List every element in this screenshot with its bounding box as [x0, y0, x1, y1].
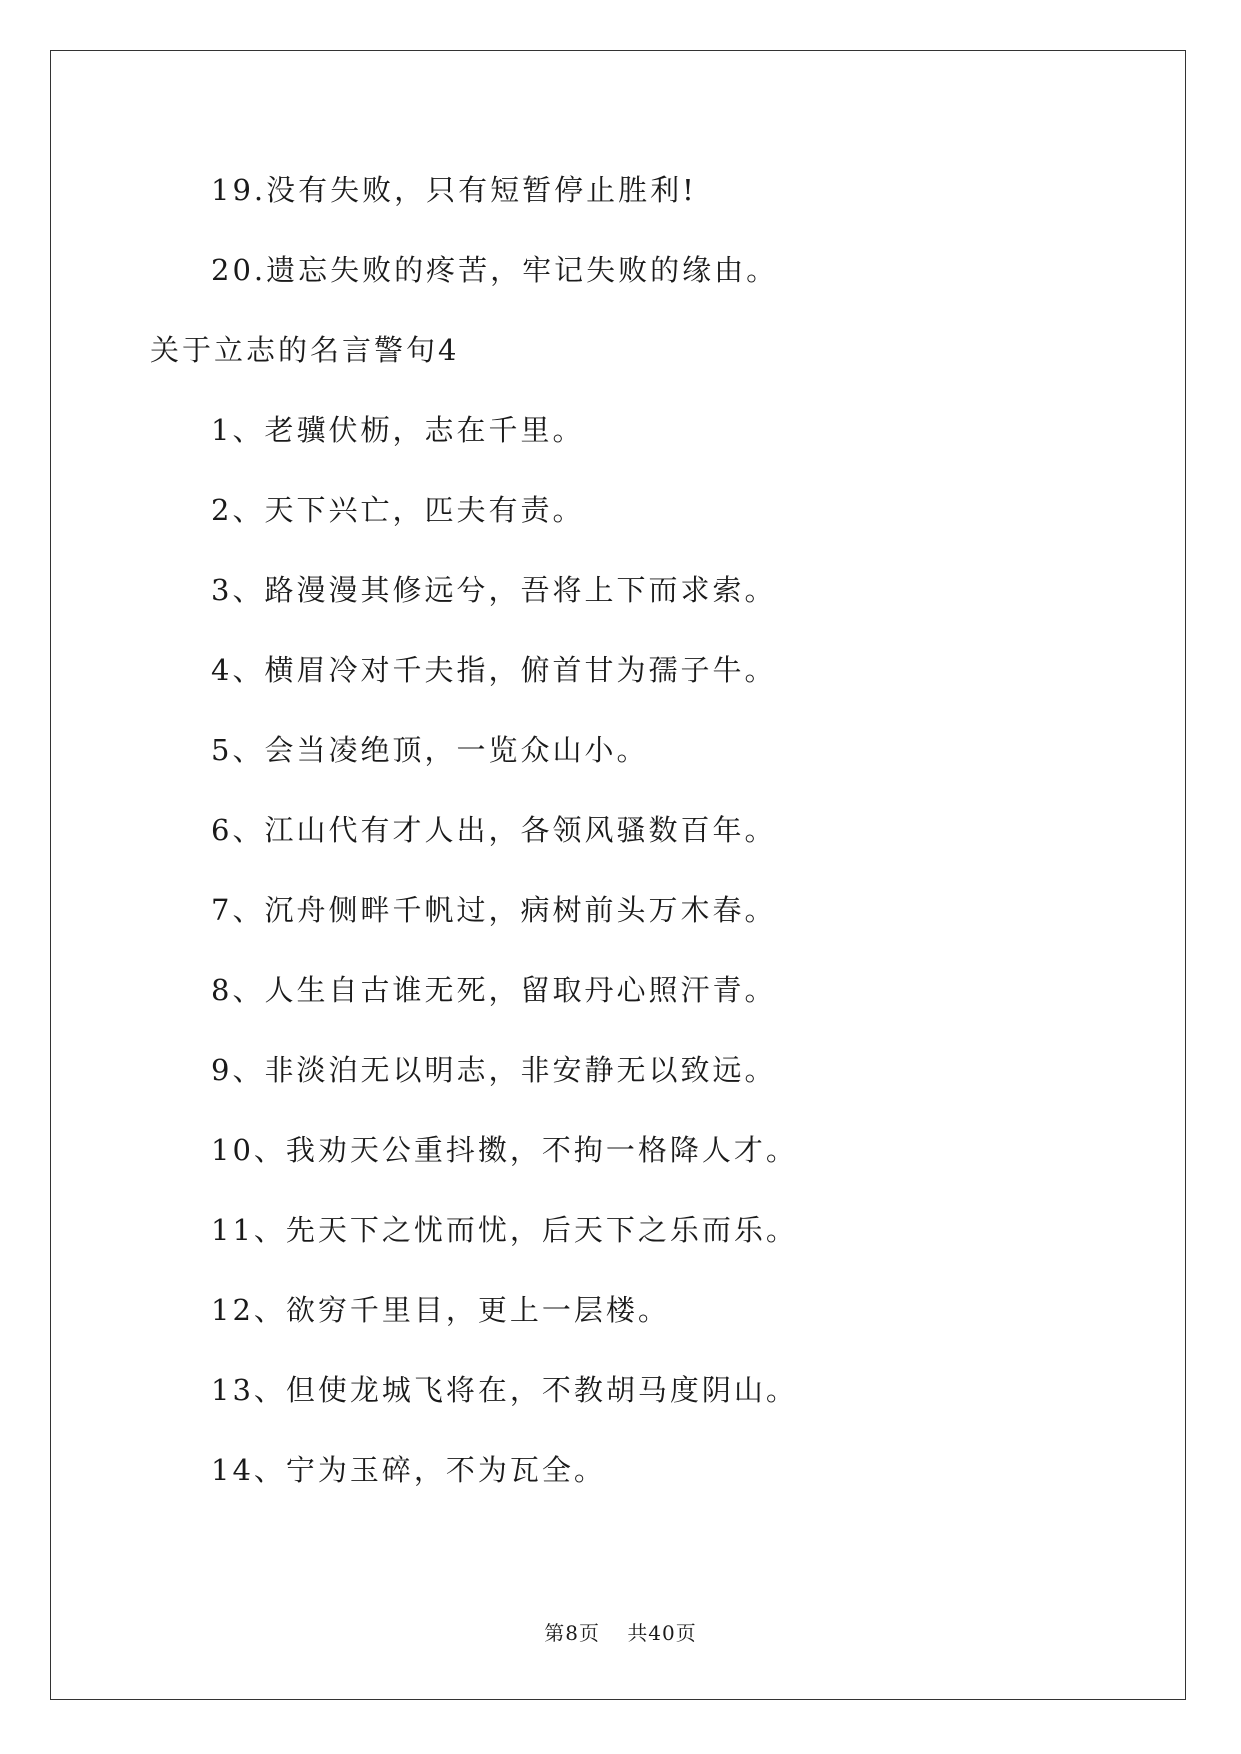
quote-line-20: 20.遗忘失败的疼苦，牢记失败的缘由。 — [211, 253, 779, 287]
section-heading: 关于立志的名言警句4 — [150, 333, 460, 367]
list-item: 11、先天下之忧而忧，后天下之乐而乐。 — [211, 1213, 798, 1247]
list-item: 2、天下兴亡，匹夫有责。 — [211, 493, 585, 527]
list-item: 9、非淡泊无以明志，非安静无以致远。 — [211, 1053, 777, 1087]
current-page-number: 第8页 — [544, 1621, 600, 1645]
list-item: 13、但使龙城飞将在，不教胡马度阴山。 — [211, 1373, 798, 1407]
quote-line-19: 19.没有失败，只有短暂停止胜利! — [211, 173, 697, 207]
list-item: 4、横眉冷对千夫指，俯首甘为孺子牛。 — [211, 653, 777, 687]
list-item: 14、宁为玉碎，不为瓦全。 — [211, 1453, 606, 1487]
total-pages: 共40页 — [627, 1621, 697, 1645]
list-item: 10、我劝天公重抖擞，不拘一格降人才。 — [211, 1133, 798, 1167]
page-footer — [0, 1620, 1241, 1646]
list-item: 6、江山代有才人出，各领风骚数百年。 — [211, 813, 777, 847]
list-item: 3、路漫漫其修远兮，吾将上下而求索。 — [211, 573, 777, 607]
list-item: 12、欲穷千里目，更上一层楼。 — [211, 1293, 670, 1327]
list-item: 1、老骥伏枥，志在千里。 — [211, 413, 585, 447]
list-item: 7、沉舟侧畔千帆过，病树前头万木春。 — [211, 893, 777, 927]
list-item: 5、会当凌绝顶，一览众山小。 — [211, 733, 649, 767]
list-item: 8、人生自古谁无死，留取丹心照汗青。 — [211, 973, 777, 1007]
